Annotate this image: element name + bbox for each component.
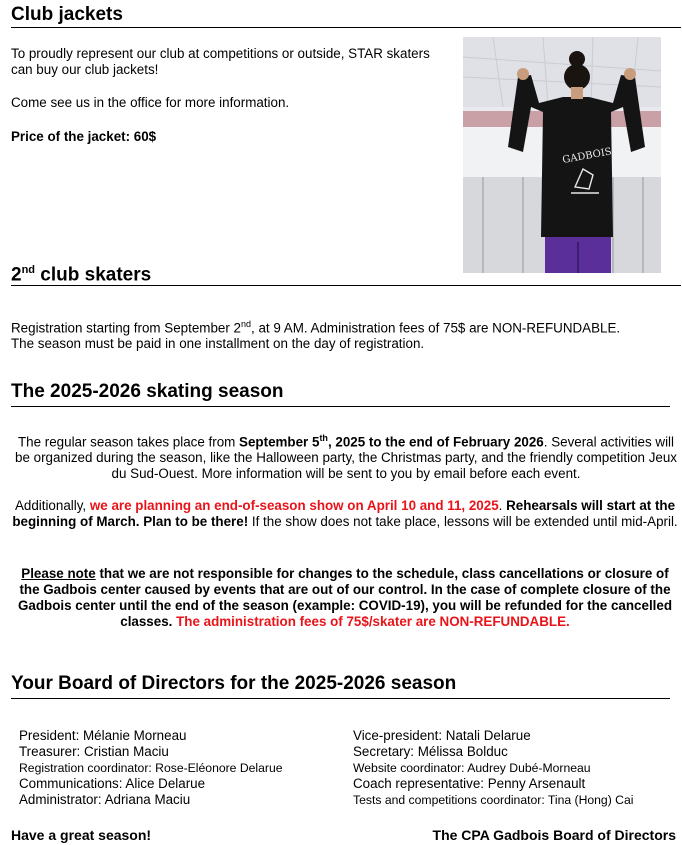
closing-greeting: Have a great season! (11, 827, 152, 843)
second-club-heading: 2nd club skaters (11, 264, 152, 286)
signature: The CPA Gadbois Board of Directors (432, 827, 676, 843)
board-member: President: Mélanie Morneau (19, 728, 187, 743)
club-jackets-heading: Club jackets (11, 4, 123, 25)
section-divider (11, 698, 670, 699)
board-left-column (19, 728, 339, 808)
board-member: Coach representative: Penny Arsenault (353, 776, 586, 791)
board-right-column (353, 728, 681, 808)
jacket-price: Price of the jacket: 60$ (11, 129, 157, 144)
board-member: Tests and competitions coordinator: Tina (Hong) Cai (353, 793, 634, 807)
board-member: Communications: Alice Delarue (19, 776, 206, 791)
regular-season-text: The regular season takes place from September 5th, 2025 to the end of February 2026. Several activities will be organized during the season, like the Halloween party, the Christmas party, and the friendly competition Jeux du Sud-Ouest. More information will be sent to you by email before each event. (15, 433, 677, 482)
board-member: Treasurer: Cristian Maciu (19, 744, 169, 759)
board-member: Secretary: Mélissa Bolduc (353, 744, 508, 759)
season-show-text: Additionally, we are planning an end-of-season show on April 10 and 11, 2025. Rehearsals will start at the beginning of March. Plan to be there! If the show does not take place, lessons will be extended until mid-April. (12, 498, 678, 529)
skater-jacket-image (463, 37, 661, 273)
club-jacket-photo (463, 37, 661, 273)
board-member: Vice-president: Natali Delarue (353, 728, 531, 743)
board-member: Website coordinator: Audrey Dubé-Morneau (353, 761, 591, 775)
season-heading: The 2025-2026 skating season (11, 381, 284, 402)
jackets-office-text: Come see us in the office for more information. (11, 95, 290, 110)
section-divider (11, 27, 681, 28)
registration-text: Registration starting from September 2nd, at 9 AM. Administration fees of 75$ are NON-REFUNDABLE. The season must be paid in one installment on the day of registration. (11, 319, 621, 352)
board-member: Registration coordinator: Rose-Eléonore Delarue (19, 761, 283, 775)
section-divider (11, 285, 681, 286)
board-member: Administrator: Adriana Maciu (19, 792, 191, 807)
disclaimer-text: Please note that we are not responsible for changes to the schedule, class cancellations or closure of the Gadbois center caused by events that are out of our control. In the case of complete closure of the Gadbois center until the end of the season (example: COVID-19), you will be refunded for the cancelled classes. The administration fees of 75$/skater are NON-REFUNDABLE. (17, 566, 673, 629)
jackets-intro-text: To proudly represent our club at competitions or outside, STAR skaters can buy our club jackets! (11, 46, 430, 77)
section-divider (11, 406, 670, 407)
jacket-logo-text: GADBOIS (561, 146, 613, 166)
board-heading: Your Board of Directors for the 2025-2026 season (11, 673, 457, 694)
